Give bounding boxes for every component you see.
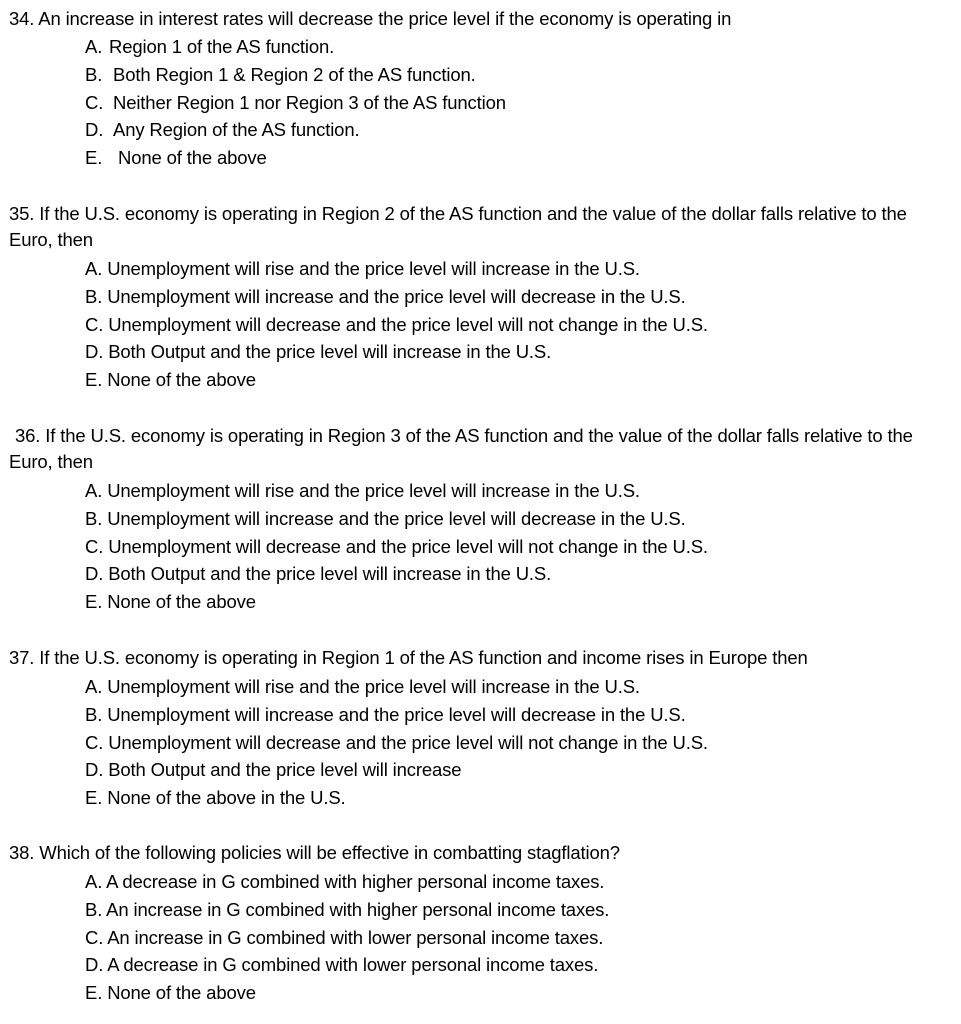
question-text: Which of the following policies will be effective in combatting stagflation? (39, 842, 620, 863)
option-letter: C. (85, 926, 104, 948)
option-letter: C. (85, 313, 104, 335)
option-b (0, 896, 961, 924)
option-letter: E. (85, 147, 103, 169)
option-letter: A. (85, 676, 103, 697)
option-a (0, 868, 961, 896)
question-35 (0, 201, 961, 394)
option-list (0, 33, 961, 172)
option-b (0, 701, 961, 729)
option-text: Neither Region 1 nor Region 3 of the AS function (113, 91, 506, 113)
option-letter: A. (85, 871, 103, 892)
question-text: If the U.S. economy is operating in Region 3 of the AS function and the value of the dollar falls relative to the Euro, then (9, 425, 913, 472)
option-letter: C. (85, 731, 104, 753)
option-a (0, 673, 961, 701)
option-list (0, 255, 961, 394)
option-a (0, 255, 961, 283)
option-b (0, 61, 961, 89)
question-text: If the U.S. economy is operating in Region 2 of the AS function and the value of the dollar falls relative to the Euro, then (9, 203, 907, 250)
option-letter: D. (85, 759, 104, 781)
option-letter: A. (85, 36, 103, 57)
question-34 (0, 6, 961, 172)
option-text: Unemployment will increase and the price level will decrease in the U.S. (107, 285, 686, 307)
option-e (0, 588, 961, 616)
option-d (0, 951, 961, 979)
option-letter: B. (85, 285, 103, 307)
option-letter: A. (85, 258, 103, 279)
option-text: Any Region of the AS function. (113, 119, 360, 141)
option-c (0, 311, 961, 339)
option-text: Unemployment will decrease and the price level will not change in the U.S. (108, 313, 708, 335)
option-letter: D. (85, 563, 104, 585)
option-letter: E. (85, 787, 103, 809)
question-number: 35. (9, 203, 35, 224)
option-a (0, 33, 961, 61)
option-letter: B. (85, 703, 103, 725)
option-d (0, 560, 961, 588)
option-letter: E. (85, 982, 103, 1004)
option-text: None of the above (107, 591, 256, 613)
option-d (0, 756, 961, 784)
option-letter: B. (85, 898, 103, 920)
option-text: Both Output and the price level will increase in the U.S. (108, 563, 552, 585)
question-stem (0, 423, 961, 475)
option-text: Unemployment will increase and the price level will decrease in the U.S. (107, 703, 686, 725)
option-text: None of the above (107, 369, 256, 391)
option-text: A decrease in G combined with higher personal income taxes. (106, 871, 605, 892)
option-e (0, 784, 961, 812)
option-text: Unemployment will increase and the price level will decrease in the U.S. (107, 507, 686, 529)
question-stem (0, 645, 961, 671)
option-letter: D. (85, 119, 104, 141)
option-text: Both Region 1 & Region 2 of the AS function. (113, 63, 476, 85)
option-list (0, 868, 961, 1007)
option-text: None of the above in the U.S. (107, 787, 346, 809)
option-d (0, 338, 961, 366)
option-a (0, 477, 961, 505)
question-text: If the U.S. economy is operating in Region 1 of the AS function and income rises in Europe then (39, 647, 808, 668)
question-38 (0, 840, 961, 1007)
option-text: An increase in G combined with lower personal income taxes. (107, 926, 604, 948)
question-37 (0, 645, 961, 812)
option-letter: B. (85, 63, 103, 85)
option-text: Unemployment will rise and the price level will increase in the U.S. (107, 258, 640, 279)
option-letter: A. (85, 480, 103, 501)
option-c (0, 89, 961, 117)
option-text: Region 1 of the AS function. (109, 36, 335, 57)
option-text: A decrease in G combined with lower personal income taxes. (107, 954, 599, 976)
option-letter: D. (85, 954, 104, 976)
question-text: An increase in interest rates will decrease the price level if the economy is operating in (38, 8, 732, 29)
option-text: None of the above (107, 982, 256, 1004)
option-text: An increase in G combined with higher personal income taxes. (106, 898, 610, 920)
option-text: None of the above (118, 147, 267, 169)
option-letter: C. (85, 535, 104, 557)
option-letter: E. (85, 369, 103, 391)
option-c (0, 924, 961, 952)
option-list (0, 477, 961, 616)
option-text: Unemployment will decrease and the price level will not change in the U.S. (108, 731, 708, 753)
option-letter: C. (85, 91, 104, 113)
question-36 (0, 423, 961, 616)
question-number: 34. (9, 8, 35, 29)
question-number: 37. (9, 647, 35, 668)
option-letter: B. (85, 507, 103, 529)
option-e (0, 366, 961, 394)
option-b (0, 283, 961, 311)
option-d (0, 116, 961, 144)
option-letter: D. (85, 341, 104, 363)
question-stem (0, 6, 961, 32)
question-stem (0, 840, 961, 866)
question-stem (0, 201, 961, 253)
option-b (0, 505, 961, 533)
option-list (0, 673, 961, 812)
option-e (0, 144, 961, 172)
option-letter: E. (85, 591, 103, 613)
option-text: Unemployment will rise and the price level will increase in the U.S. (107, 676, 640, 697)
question-number: 36. (15, 425, 41, 446)
question-number: 38. (9, 842, 35, 863)
option-text: Both Output and the price level will increase in the U.S. (108, 341, 552, 363)
option-text: Both Output and the price level will increase (108, 759, 462, 781)
option-text: Unemployment will rise and the price level will increase in the U.S. (107, 480, 640, 501)
option-c (0, 729, 961, 757)
option-text: Unemployment will decrease and the price level will not change in the U.S. (108, 535, 708, 557)
option-c (0, 533, 961, 561)
option-e (0, 979, 961, 1007)
